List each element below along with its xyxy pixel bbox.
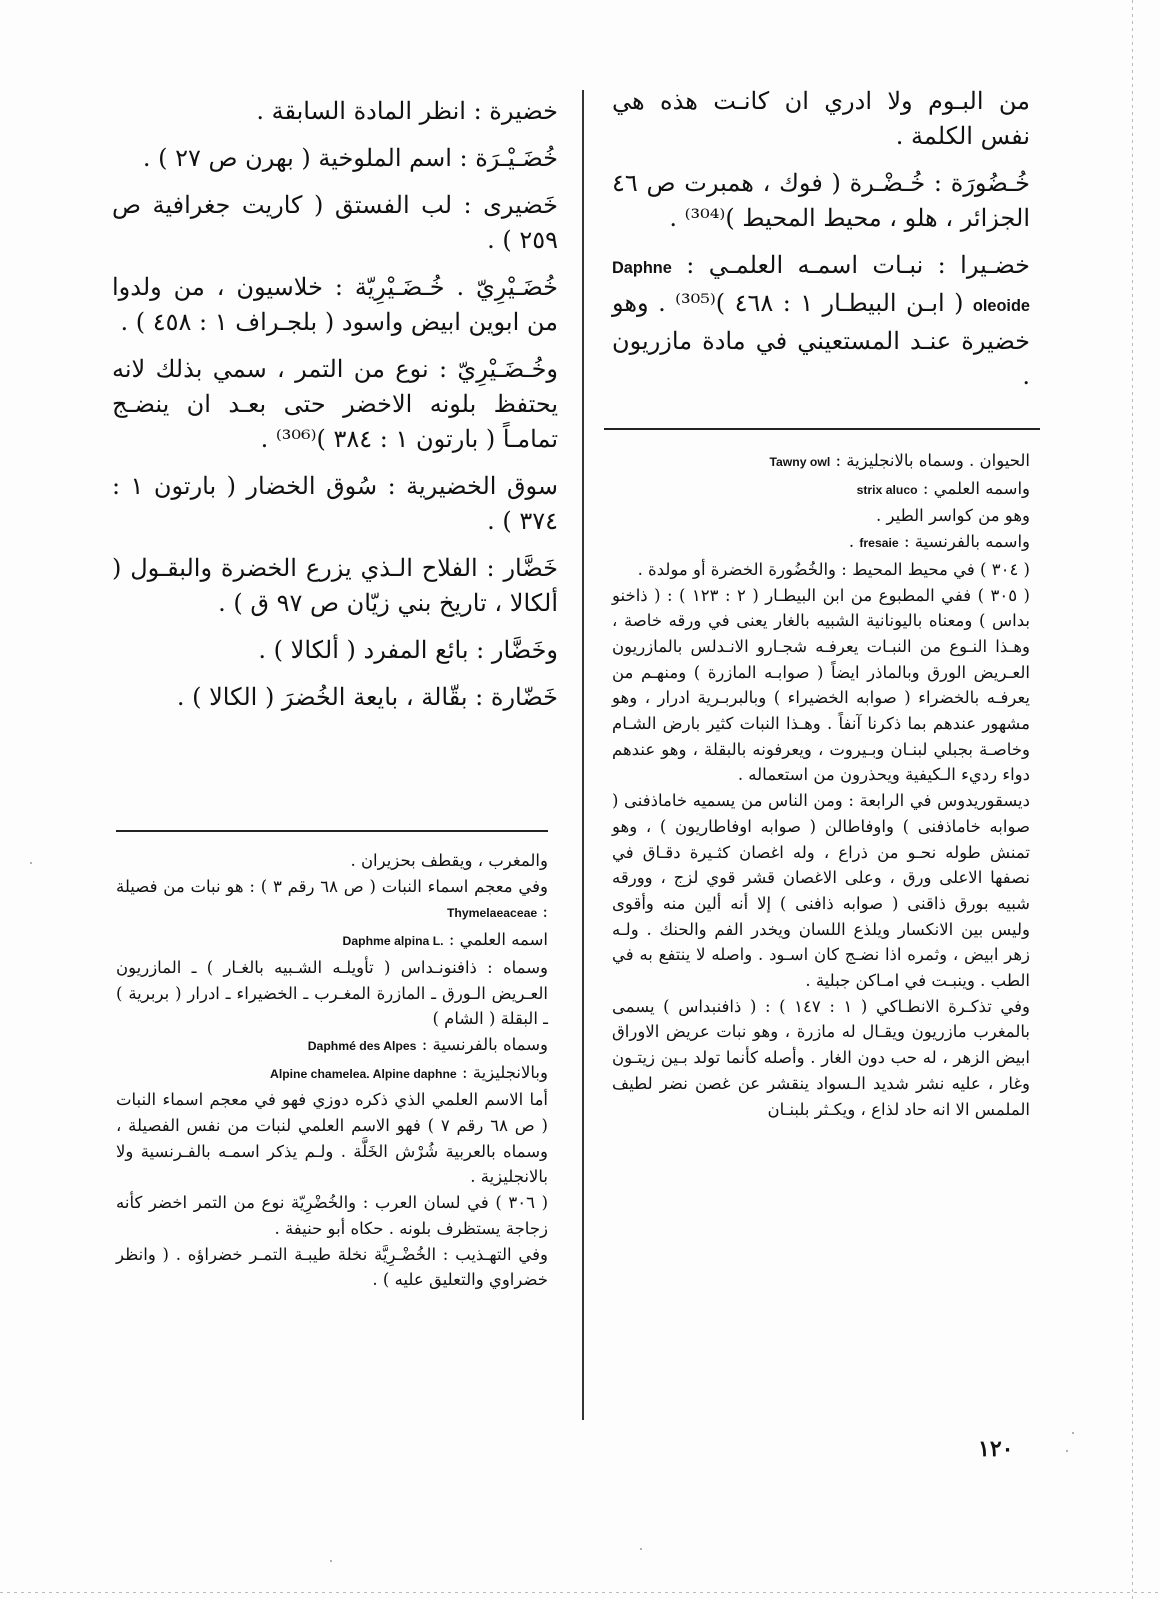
footnote-line: وسماه : ذافنونـداس ( تأويلـه الشـبيه بالغـار ) ـ المازريون العـريض الـورق ـ المازرة المغـرب ـ الخضيراء ـ ادرار ( بربرية ) ـ البقلة ( الشام ) (116, 957, 548, 1029)
scan-speck (30, 862, 32, 864)
scan-speck (640, 1548, 642, 1550)
dictionary-entry: خَضّارة : بقّالة ، بايعة الخُضرَ ( الكالا ) . (176, 683, 558, 711)
latin-term: strix aluco (856, 482, 918, 497)
footnote-line: ديسقوريدوس في الرابعة : ومن الناس من يسميه خاماذفنى ( صوابه خاماذفنى ) واوفاطالن ( صوابه اوفاطاريون ) ، وهو تمنش طوله نحـو من ذراع ، وله اغصان كثـيرة دقـاق في نصفها الاعلى ورق ، وعلى الاغصان قشر قوي لزج ، وورقه شبيه بورق ذاقنى ( صوابه ذافنى ) إلا أنه ألين منه وأقوى وليس بين الانكسار ويلذع اللسان ويخدر الفم والحنك . ولـه زهر ابيض ، وثمره اذا نضـج كان اسـود . واصله لا ينتفع به في الطب . وينبـت في امـاكن جبلية . (612, 791, 1030, 991)
dictionary-entry: خَضَّار : الفلاح الـذي يزرع الخضرة والبقـول ( ألكالا ، تاريخ بني زيّان ص ٩٧ ق ) . (112, 554, 558, 617)
right-footnotes (612, 448, 1030, 1122)
footnote-line: وفي التهـذيب : الخُضْـرِيَّة نخلة طيبـة التمـر خضراؤه . ( وانظر خضراوي والتعليق عليه ) . (116, 1244, 548, 1290)
dictionary-entry: وخَضَّار : بائع المفرد ( ألكالا ) . (258, 636, 558, 664)
footnote-line: والمغرب ، ويقطف بحزيران . (350, 851, 548, 870)
scan-speck (330, 1560, 332, 1562)
left-column (112, 94, 558, 727)
footnote-line: وفي معجم اسماء النبات ( ص ٦٨ رقم ٣ ) : هو نبات من فصيلة : Thymelaeaceae (116, 876, 548, 922)
latin-term: fresaie (859, 536, 899, 551)
footnote-line: وسماه بالفرنسية : Daphmé des Alpes (307, 1034, 548, 1054)
dictionary-entry: وخُـضَـيْرِيّ : نوع من التمر ، سمي بذلك لانه يحتفظ بلونه الاخضر حتى بعـد ان ينضـج تمامـاً ( بارتون ١ : ٣٨٤ )⁽³⁰⁶⁾ . (112, 355, 558, 453)
dictionary-entry: خُضَـيْرِيّ . خُـضَـيْرِيّة : خلاسيون ، من ولدوا من ابوين ابيض واسود ( بلجـراف ١ : ٤٥٨ ) . (112, 273, 558, 336)
footnote-line: ( ٣٠٥ ) ففي المطبوع من ابن البيطـار ( ٢ : ١٢٣ ) : ( ذاخنو بداس ) ومعناه باليونانية الشبيه بالغار يعنى في ورقه خاصة ، وهـذا النـوع من النبـات يعرفـه شجـارو الانـدلس بالمازريون العـريض الورق وبالماذر ايضاً ( صوابـه المازرة ) ومنهـم من يعرفـه بالخضراء ( صوابه الخضيراء ) وبالبربـرية ادرار ، وهو مشهور عندهم بما ذكرنا آنفاً . وهـذا النبات كثير بارض الشـام وخاصـة بجبلي لبنـان وبـيروت ، ويعرفونه بالبقلة ، وهو عندهم دواء رديء الـكيفية ويحذرون من استعماله . (612, 585, 1030, 785)
footnote-line: أما الاسم العلمي الذي ذكره دوزي فهو في معجم اسماء النبات ( ص ٦٨ رقم ٧ ) فهو الاسم العلمي لنبات من نفس الفصيلة ، وسماه بالعربية شُرْش الخَلَّة . ولـم يذكر اسمـه بالفـرنسية ولا بالانجليزية . (116, 1090, 548, 1187)
footnote-separator-left (116, 830, 548, 832)
latin-term: Alpine chamelea. Alpine daphne (270, 1066, 457, 1081)
footnote-line: الحيوان . وسماه بالانجليزية : Tawny owl (769, 451, 1030, 470)
footnote-line: وفي تذكـرة الانطـاكي ( ١ : ١٤٧ ) : ( ذافنبداس ) يسمى بالمغرب مازريون ويقـال له مازرة ، وهو نبات عريض الاوراق ابيض الزهر ، له حب دون الغار . وأصله كأنما تولد بـين زيتـون وغار ، عليه نشر شديد الـسواد ينقشر عن غصن نضر لطيف الملمس الا انه حاد لذاع ، ويكـثر بلبنـان (612, 996, 1030, 1119)
scan-speck (1072, 1432, 1074, 1434)
footnote-line: ( ٣٠٤ ) في محيط المحيط : والخُضُورة الخضرة أو مولدة . (637, 559, 1030, 579)
footnote-line: وهو من كواسر الطير . (876, 506, 1030, 526)
right-column (612, 84, 1030, 406)
latin-term: Tawny owl (769, 455, 831, 469)
dictionary-entry: خُـضُورَة : خُـضْـرة ( فوك ، همبرت ص ٤٦ الجزائر ، هلو ، محيط المحيط )⁽³⁰⁴⁾ . (612, 169, 1030, 232)
scan-edge-bottom (0, 1592, 1160, 1593)
column-divider (582, 90, 584, 1420)
footnote-line: اسمه العلمي : Daphme alpina L. (342, 930, 548, 950)
dictionary-entry: خَضيرى : لب الفستق ( كاريت جغرافية ص ٢٥٩ ) . (112, 191, 558, 254)
dictionary-entry: خُضَـيْـرَة : اسم الملوخية ( بهرن ص ٢٧ ) . (142, 144, 558, 172)
scan-speck (1066, 1450, 1068, 1452)
scan-edge-right (1132, 0, 1133, 1599)
dictionary-entry: من البـوم ولا ادري ان كانـت هذه هي نفس الكلمة . (612, 87, 1030, 150)
latin-term: Daphmé des Alpes (307, 1038, 417, 1053)
dictionary-entry: خضـيرا : نبـات اسمـه العلمـي : Daphne oleoide ( ابـن البيطـار ١ : ٤٦٨ )⁽³⁰⁵⁾ . وهو خضيرة عنـد المستعيني في مادة مازريون . (612, 251, 1030, 390)
left-footnotes (116, 848, 548, 1293)
footnote-separator-right (604, 428, 1040, 430)
footnote-line: وبالانجليزية : Alpine chamelea. Alpine daphne (270, 1062, 548, 1082)
latin-term: Daphme alpina L. (342, 934, 444, 949)
latin-term: Thymelaeaceae (446, 906, 538, 921)
footnote-line: ( ٣٠٦ ) في لسان العرب : والخُضْرِيّة نوع من التمر اخضر كأنه زجاجة يستظرف بلونه . حكاه أبو حنيفة . (116, 1193, 549, 1238)
dictionary-entry: خضيرة : انظر المادة السابقة . (256, 97, 558, 125)
latin-term: Daphne oleoide (612, 259, 1030, 315)
page-number: ١٢٠ (978, 1436, 1014, 1462)
footnote-line: واسمه بالفرنسية : fresaie . (848, 532, 1030, 552)
footnote-line: واسمه العلمي : strix aluco (856, 478, 1030, 498)
dictionary-entry: سوق الخضيرية : سُوق الخضار ( بارتون ١ : ٣٧٤ ) . (112, 472, 558, 535)
